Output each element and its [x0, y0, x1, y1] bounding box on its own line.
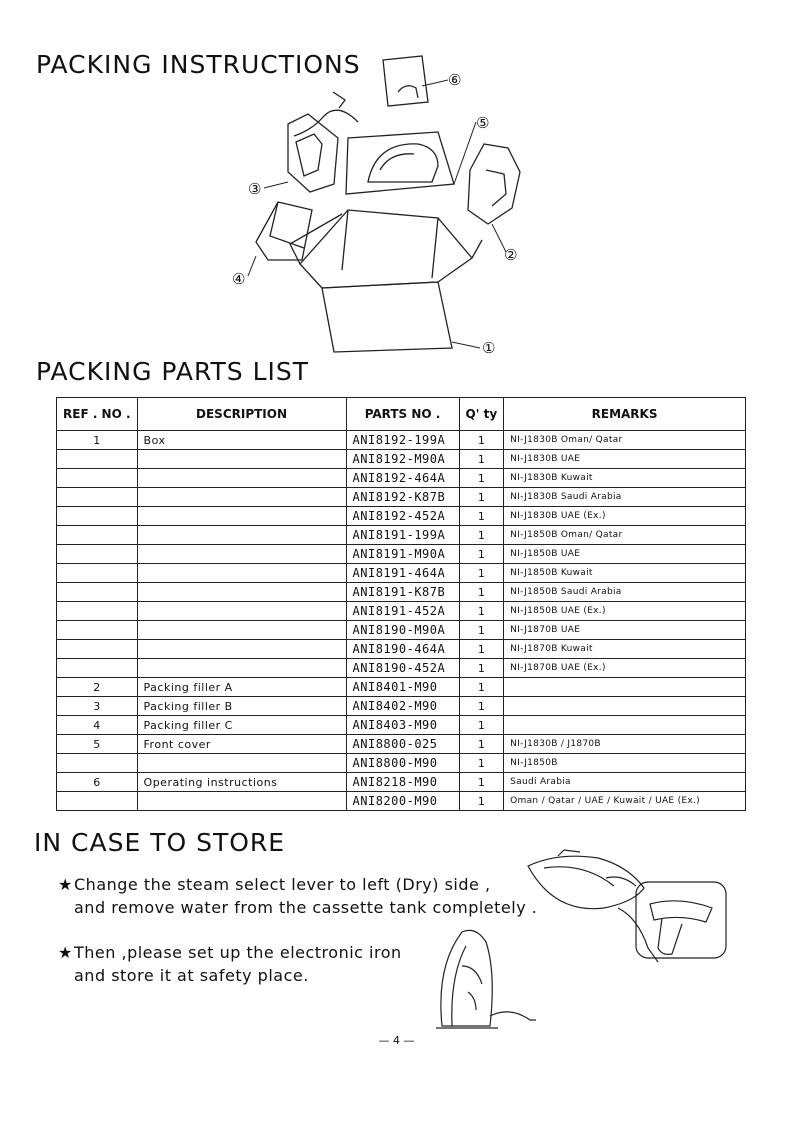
callout-1: ① [482, 339, 496, 357]
description-cell [137, 754, 346, 773]
store-1-line-1: Change the steam select lever to left (Dry) side , [74, 875, 491, 894]
qty-cell: 1 [459, 526, 504, 545]
description-cell [137, 792, 346, 811]
qty-cell: 1 [459, 583, 504, 602]
remarks-cell: Oman / Qatar / UAE / Kuwait / UAE (Ex.) [504, 792, 746, 811]
table-row [57, 431, 746, 450]
qty-cell: 1 [459, 792, 504, 811]
parts-no-cell: ANI8192-M90A [346, 450, 459, 469]
remarks-cell: Saudi Arabia [504, 773, 746, 792]
ref-cell [57, 754, 138, 773]
parts-no-cell: ANI8218-M90 [346, 773, 459, 792]
store-1-line-2: and remove water from the cassette tank completely . [74, 898, 538, 917]
qty-cell: 1 [459, 773, 504, 792]
qty-cell: 1 [459, 640, 504, 659]
parts-no-cell: ANI8192-452A [346, 507, 459, 526]
remarks-cell: NI-J1850B [504, 754, 746, 773]
qty-cell: 1 [459, 545, 504, 564]
packing-filler-c-illustration [256, 202, 312, 260]
col-parts-no: PARTS NO . [346, 398, 459, 431]
table-row [57, 488, 746, 507]
remarks-cell: NI-J1850B UAE [504, 545, 746, 564]
description-cell: Packing filler C [137, 716, 346, 735]
remarks-cell [504, 678, 746, 697]
qty-cell: 1 [459, 507, 504, 526]
description-cell [137, 469, 346, 488]
parts-no-cell: ANI8191-199A [346, 526, 459, 545]
iron-dry-lever-illustration [524, 848, 734, 968]
ref-cell [57, 469, 138, 488]
description-cell [137, 640, 346, 659]
description-cell [137, 545, 346, 564]
description-cell: Front cover [137, 735, 346, 754]
store-instruction-2 [58, 941, 402, 987]
table-row [57, 754, 746, 773]
ref-cell: 5 [57, 735, 138, 754]
parts-no-cell: ANI8800-025 [346, 735, 459, 754]
star-icon: ★ [58, 875, 73, 894]
remarks-cell: NI-J1850B UAE (Ex.) [504, 602, 746, 621]
description-cell: Operating instructions [137, 773, 346, 792]
parts-no-cell: ANI8192-199A [346, 431, 459, 450]
description-cell [137, 583, 346, 602]
remarks-cell: NI-J1850B Oman/ Qatar [504, 526, 746, 545]
description-cell: Packing filler B [137, 697, 346, 716]
remarks-cell: NI-J1870B UAE [504, 621, 746, 640]
table-row [57, 545, 746, 564]
star-icon: ★ [58, 943, 73, 962]
table-row [57, 697, 746, 716]
page-number: — 4 — [378, 1034, 415, 1047]
packing-parts-list-heading: PACKING PARTS LIST [36, 357, 310, 386]
remarks-cell: NI-J1830B UAE [504, 450, 746, 469]
ref-cell [57, 450, 138, 469]
qty-cell: 1 [459, 564, 504, 583]
ref-cell [57, 621, 138, 640]
table-row [57, 526, 746, 545]
table-row [57, 564, 746, 583]
description-cell [137, 526, 346, 545]
description-cell [137, 659, 346, 678]
ref-cell [57, 488, 138, 507]
ref-cell [57, 526, 138, 545]
qty-cell: 1 [459, 488, 504, 507]
description-cell [137, 602, 346, 621]
ref-cell: 3 [57, 697, 138, 716]
parts-no-cell: ANI8190-464A [346, 640, 459, 659]
store-instruction-1 [58, 873, 537, 919]
parts-no-cell: ANI8190-M90A [346, 621, 459, 640]
description-cell: Box [137, 431, 346, 450]
col-remarks: REMARKS [504, 398, 746, 431]
table-header-row [57, 398, 746, 431]
remarks-cell [504, 716, 746, 735]
table-row [57, 602, 746, 621]
ref-cell [57, 564, 138, 583]
remarks-cell: NI-J1830B Kuwait [504, 469, 746, 488]
qty-cell: 1 [459, 469, 504, 488]
qty-cell: 1 [459, 621, 504, 640]
table-row [57, 583, 746, 602]
ref-cell [57, 583, 138, 602]
qty-cell: 1 [459, 716, 504, 735]
description-cell [137, 621, 346, 640]
store-2-line-2: and store it at safety place. [74, 966, 309, 985]
callout-2: ② [504, 246, 518, 264]
ref-cell [57, 602, 138, 621]
remarks-cell: NI-J1830B Oman/ Qatar [504, 431, 746, 450]
parts-no-cell: ANI8401-M90 [346, 678, 459, 697]
callout-6: ⑥ [448, 71, 462, 89]
col-qty: Q' ty [459, 398, 504, 431]
remarks-cell: NI-J1850B Kuwait [504, 564, 746, 583]
ref-cell: 4 [57, 716, 138, 735]
remarks-cell: NI-J1830B UAE (Ex.) [504, 507, 746, 526]
table-row [57, 735, 746, 754]
parts-no-cell: ANI8191-M90A [346, 545, 459, 564]
table-row [57, 716, 746, 735]
parts-no-cell: ANI8403-M90 [346, 716, 459, 735]
parts-no-cell: ANI8192-K87B [346, 488, 459, 507]
col-ref: REF . NO . [57, 398, 138, 431]
callout-3: ③ [248, 180, 262, 198]
ref-cell [57, 640, 138, 659]
ref-cell [57, 659, 138, 678]
qty-cell: 1 [459, 697, 504, 716]
parts-no-cell: ANI8402-M90 [346, 697, 459, 716]
table-row [57, 621, 746, 640]
description-cell [137, 488, 346, 507]
col-description: DESCRIPTION [137, 398, 346, 431]
table-row [57, 659, 746, 678]
qty-cell: 1 [459, 659, 504, 678]
callout-5: ⑤ [476, 114, 490, 132]
remarks-cell: NI-J1830B / J1870B [504, 735, 746, 754]
description-cell [137, 450, 346, 469]
packing-parts-table [56, 397, 746, 811]
description-cell: Packing filler A [137, 678, 346, 697]
table-row [57, 773, 746, 792]
parts-no-cell: ANI8191-K87B [346, 583, 459, 602]
booklet-illustration [383, 56, 428, 106]
packing-filler-a-illustration [468, 144, 520, 224]
qty-cell: 1 [459, 450, 504, 469]
parts-no-cell: ANI8192-464A [346, 469, 459, 488]
ref-cell: 1 [57, 431, 138, 450]
ref-cell [57, 792, 138, 811]
qty-cell: 1 [459, 754, 504, 773]
in-case-to-store-heading: IN CASE TO STORE [34, 828, 286, 857]
table-row [57, 450, 746, 469]
qty-cell: 1 [459, 735, 504, 754]
ref-cell: 6 [57, 773, 138, 792]
qty-cell: 1 [459, 602, 504, 621]
callout-4: ④ [232, 270, 246, 288]
table-body [57, 431, 746, 811]
qty-cell: 1 [459, 678, 504, 697]
remarks-cell: NI-J1830B Saudi Arabia [504, 488, 746, 507]
table-row [57, 640, 746, 659]
packing-exploded-diagram [232, 52, 538, 362]
table-row [57, 678, 746, 697]
ref-cell: 2 [57, 678, 138, 697]
parts-no-cell: ANI8190-452A [346, 659, 459, 678]
ref-cell [57, 507, 138, 526]
parts-no-cell: ANI8191-452A [346, 602, 459, 621]
iron-upright-illustration [432, 926, 544, 1038]
packing-instructions-heading: PACKING INSTRUCTIONS [36, 50, 361, 79]
parts-no-cell: ANI8800-M90 [346, 754, 459, 773]
description-cell [137, 564, 346, 583]
remarks-cell [504, 697, 746, 716]
remarks-cell: NI-J1870B Kuwait [504, 640, 746, 659]
table-row [57, 792, 746, 811]
ref-cell [57, 545, 138, 564]
qty-cell: 1 [459, 431, 504, 450]
parts-no-cell: ANI8191-464A [346, 564, 459, 583]
table-row [57, 507, 746, 526]
table-row [57, 469, 746, 488]
box-illustration [290, 210, 482, 352]
remarks-cell: NI-J1870B UAE (Ex.) [504, 659, 746, 678]
remarks-cell: NI-J1850B Saudi Arabia [504, 583, 746, 602]
description-cell [137, 507, 346, 526]
parts-no-cell: ANI8200-M90 [346, 792, 459, 811]
store-2-line-1: Then ,please set up the electronic iron [74, 943, 402, 962]
